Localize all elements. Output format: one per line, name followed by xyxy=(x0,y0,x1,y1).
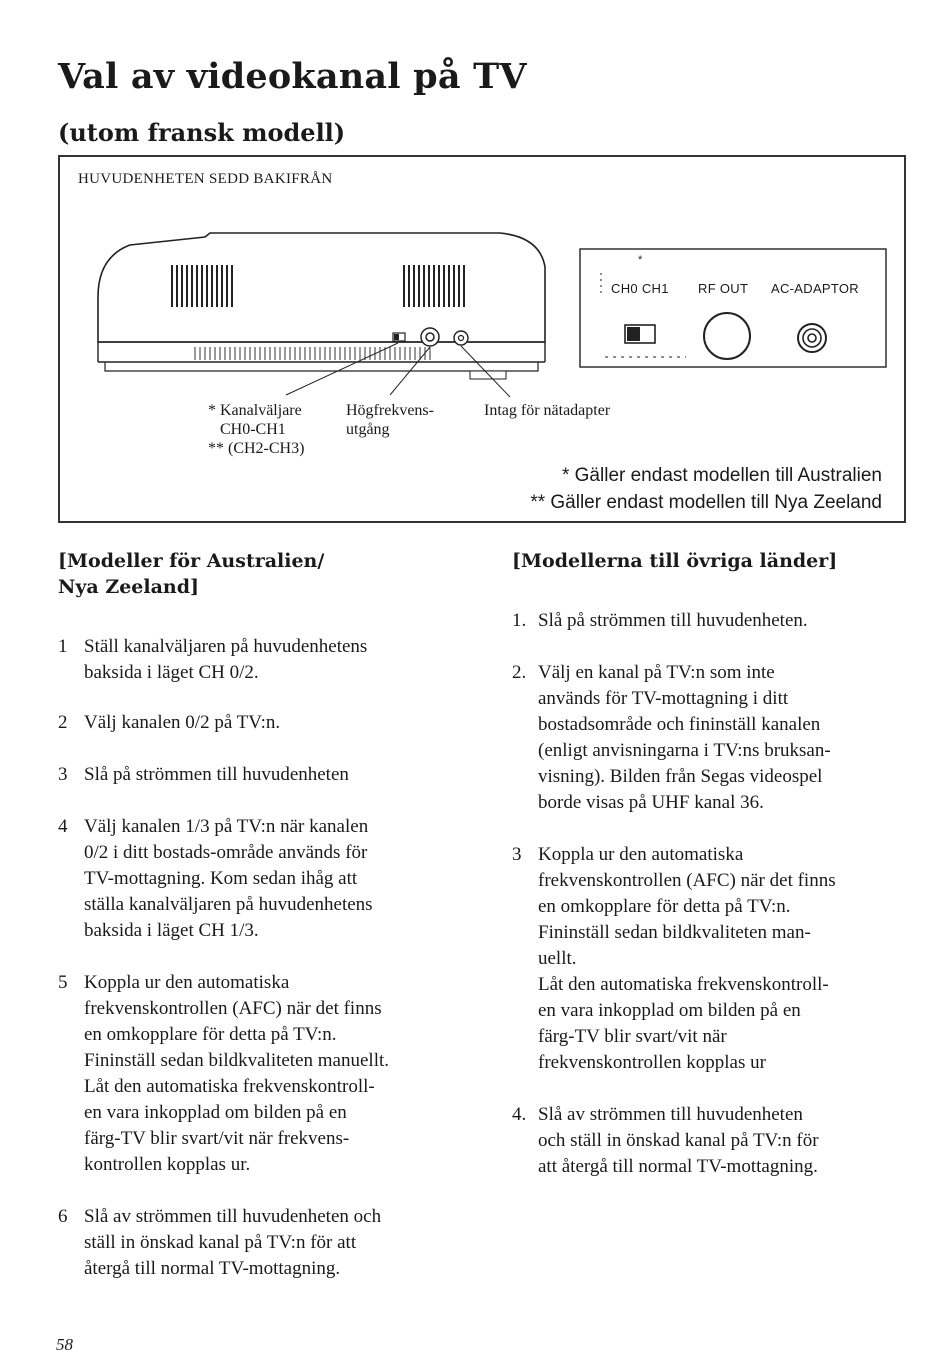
left-step-1 xyxy=(58,634,458,686)
step-number: 1. xyxy=(512,610,527,631)
channel-selector-label: * Kanalväljare CH0-CH1 ** (CH2-CH3) xyxy=(208,402,305,457)
left-column-heading: [Modeller för Australien/ Nya Zeeland] xyxy=(58,550,325,598)
power-input-label: Intag för nätadapter xyxy=(484,402,611,419)
rear-view-figure xyxy=(58,155,906,523)
left-step-3 xyxy=(58,762,458,788)
right-column xyxy=(512,548,912,1180)
rf-output-label: Högfrekvens- utgång xyxy=(346,402,434,438)
step-text: Koppla ur den automatiska frekvenskontrollen (AFC) när det finns en omkopplare för detta på TV:n. Fininställ sedan bildkvaliteten man- uellt. Låt den automatiska frekvenskontroll- en vara inkopplad om bilden på en färg-TV blir svart/vit när frekvenskontrollen kopplas ur xyxy=(538,844,836,1073)
ac-adaptor-jack xyxy=(454,331,468,345)
step-text: Slå på strömmen till huvudenheten xyxy=(84,764,349,785)
step-text: Välj kanalen 1/3 på TV:n när kanalen 0/2 i ditt bostads-område används för TV-mottagning. Kom sedan ihåg att ställa kanalväljaren på huvudenhetens baksida i läget CH 1/3. xyxy=(84,816,373,941)
console-body xyxy=(98,233,545,342)
step-text: Välj kanalen 0/2 på TV:n. xyxy=(84,712,281,733)
left-step-5 xyxy=(58,970,458,1178)
console-base xyxy=(105,362,538,371)
edge-connector-ribs xyxy=(195,347,430,360)
panel-asterisk: * xyxy=(638,254,643,266)
panel-adaptor-label: AC-ADAPTOR xyxy=(771,281,859,296)
step-number: 4. xyxy=(512,1104,527,1125)
right-step-1 xyxy=(512,608,912,634)
left-vent xyxy=(172,265,232,307)
detail-rf-out xyxy=(704,313,750,359)
right-step-3 xyxy=(512,842,912,1076)
panel-rf-label: RF OUT xyxy=(698,281,749,296)
page-subtitle: (utom fransk modell) xyxy=(58,118,346,147)
step-text: Slå av strömmen till huvudenheten och ställ in önskad kanal på TV:n för att återgå till normal TV-mottagning. xyxy=(84,1206,382,1279)
step-number: 4 xyxy=(58,816,68,837)
step-number: 2. xyxy=(512,662,527,683)
step-text: Ställ kanalväljaren på huvudenhetens baksida i läget CH 0/2. xyxy=(84,636,368,683)
left-step-2 xyxy=(58,710,458,736)
rf-out-jack xyxy=(421,328,439,346)
right-vent xyxy=(404,265,464,307)
step-text: Välj en kanal på TV:n som inte används för TV-mottagning i ditt bostadsområde och fininställ kanalen (enligt anvisningarna i TV:ns bruksan- visning). Bilden från Segas videospel borde visas på UHF kanal 36. xyxy=(538,662,831,813)
figure-heading: HUVUDENHETEN SEDD BAKIFRÅN xyxy=(78,171,333,187)
page-number: 58 xyxy=(56,1335,73,1354)
step-text: Koppla ur den automatiska frekvenskontrollen (AFC) när det finns en omkopplare för detta på TV:n. Fininställ sedan bildkvaliteten manuellt. Låt den automatiska frekvenskontroll- en vara inkopplad om bilden på en färg-TV blir svart/vit när frekvens- kontrollen kopplas ur. xyxy=(84,972,390,1175)
note-new-zealand: ** Gäller endast modellen till Nya Zeeland xyxy=(530,492,882,513)
panel-switch-label: CH0 CH1 xyxy=(611,281,669,296)
left-step-4 xyxy=(58,814,458,944)
step-number: 2 xyxy=(58,712,68,733)
left-column xyxy=(58,548,458,1282)
left-step-6 xyxy=(58,1204,458,1282)
note-australia: * Gäller endast modellen till Australien xyxy=(561,465,882,486)
step-number: 6 xyxy=(58,1206,68,1227)
step-number: 1 xyxy=(58,636,68,657)
page-title: Val av videokanal på TV xyxy=(58,56,527,97)
step-text: Slå på strömmen till huvudenheten. xyxy=(538,610,808,631)
right-column-heading: [Modellerna till övriga länder] xyxy=(512,550,838,572)
step-number: 3 xyxy=(58,764,68,785)
right-step-4 xyxy=(512,1102,912,1180)
step-text: Slå av strömmen till huvudenheten och ställ in önskad kanal på TV:n för att återgå till normal TV-mottagning. xyxy=(538,1104,819,1177)
right-step-2 xyxy=(512,660,912,816)
step-number: 5 xyxy=(58,972,68,993)
step-number: 3 xyxy=(512,844,522,865)
